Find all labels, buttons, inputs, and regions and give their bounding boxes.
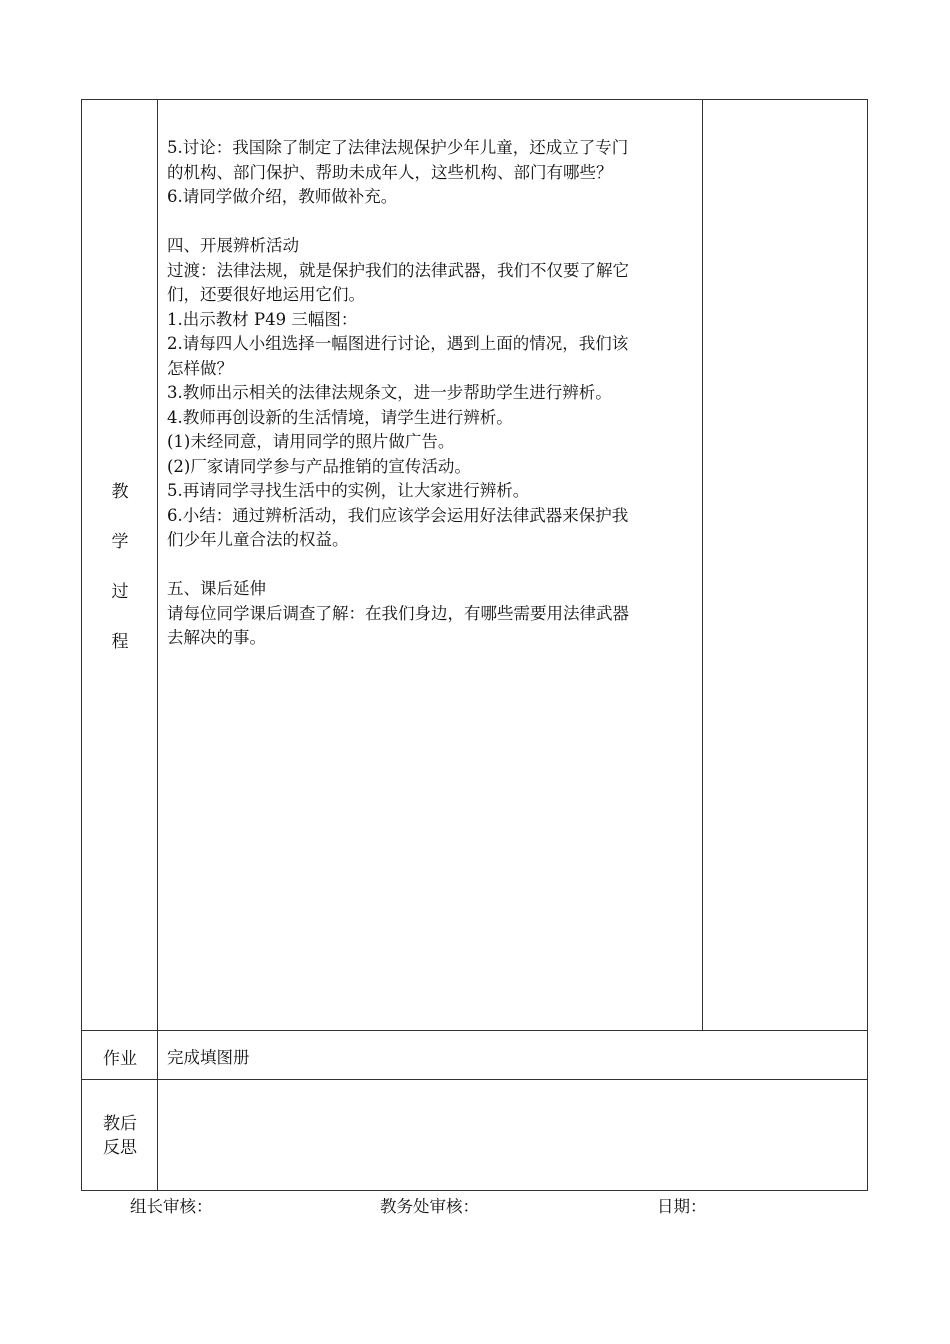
content-line: 5.讨论：我国除了制定了法律法规保护少年儿童，还成立了专门 — [167, 138, 629, 157]
content-line: 怎样做？ — [167, 358, 233, 378]
academic-office-review: 教务处审核： — [380, 1197, 479, 1216]
process-label-char: 教 — [111, 482, 129, 502]
content-line: 3.教师出示相关的法律法规条文，进一步帮助学生进行辨析。 — [167, 383, 612, 402]
row-divider-homework — [82, 1030, 867, 1031]
content-line: 们少年儿童合法的权益。 — [167, 530, 349, 549]
content-line: 6.请同学做介绍，教师做补充。 — [167, 187, 398, 206]
date-field: 日期： — [657, 1197, 707, 1216]
lesson-plan-table — [81, 99, 868, 1191]
reflection-label — [82, 1112, 158, 1160]
row-divider-reflection — [82, 1079, 867, 1080]
process-label-char: 学 — [111, 532, 129, 552]
section-heading: 五、课后延伸 — [167, 579, 266, 598]
section-heading: 四、开展辨析活动 — [167, 236, 299, 255]
content-line: 2.请每四人小组选择一幅图进行讨论，遇到上面的情况，我们该 — [167, 334, 629, 353]
reflection-label-line: 教后 — [103, 1114, 137, 1134]
content-line: 1.出示教材 P49 三幅图： — [167, 309, 358, 329]
content-line: 过渡：法律法规，就是保护我们的法律武器，我们不仅要了解它 — [167, 260, 629, 280]
notes-column-divider — [702, 100, 703, 1031]
homework-label: 作业 — [103, 1049, 137, 1069]
content-line: 的机构、部门保护、帮助未成年人，这些机构、部门有哪些？ — [167, 162, 613, 182]
process-content — [167, 136, 697, 651]
content-line: 去解决的事。 — [167, 628, 266, 647]
blank-line — [167, 553, 697, 578]
process-label-char: 程 — [111, 632, 129, 652]
content-line: 们，还要很好地运用它们。 — [167, 285, 365, 304]
content-line: 4.教师再创设新的生活情境，请学生进行辨析。 — [167, 407, 513, 427]
content-line: 请每位同学课后调查了解：在我们身边，有哪些需要用法律武器 — [167, 603, 629, 623]
homework-text: 完成填图册 — [167, 1048, 250, 1067]
content-line: 6.小结：通过辨析活动，我们应该学会运用好法律武器来保护我 — [167, 505, 629, 525]
reflection-label-line: 反思 — [103, 1138, 137, 1158]
content-line: (1)未经同意，请用同学的照片做广告。 — [167, 432, 455, 451]
content-line: 5.再请同学寻找生活中的实例，让大家进行辨析。 — [167, 481, 530, 500]
group-leader-review: 组长审核： — [130, 1197, 213, 1216]
process-label-char: 过 — [111, 582, 129, 602]
blank-line — [167, 210, 697, 235]
content-line: (2)厂家请同学参与产品推销的宣传活动。 — [167, 456, 471, 476]
